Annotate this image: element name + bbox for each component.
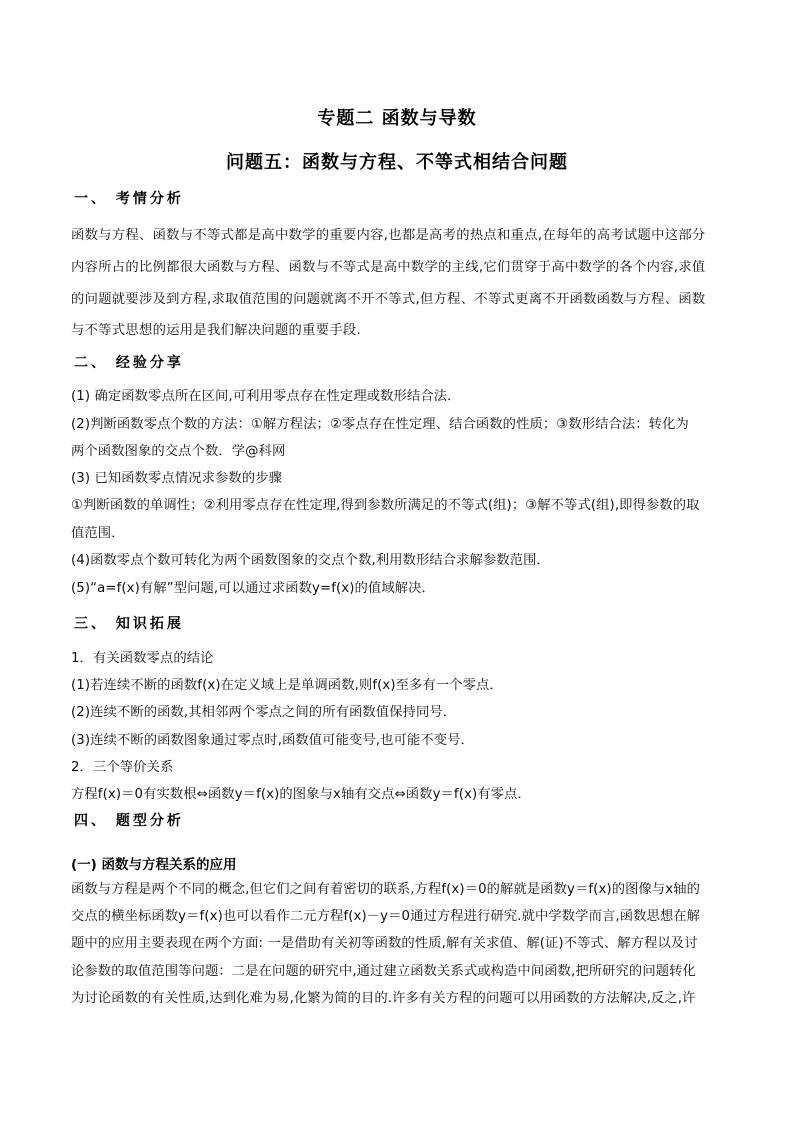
paragraph-line: 2．三个等价关系 [71,760,174,775]
paragraph-line: (2)连续不断的函数,其相邻两个零点之间的所有函数值保持同号． [71,705,457,720]
paragraph-line: 两个函数图象的交点个数．学@科网 [71,444,286,459]
paragraph-line: 1．有关函数零点的结论 [71,651,214,666]
paragraph-line: 方程f(x)＝0有实数根⇔函数y＝f(x)的图象与x轴有交点⇔函数y＝f(x)有零点． [71,787,531,802]
paragraph-line: (1) 确定函数零点所在区间,可利用零点存在性定理或数形结合法． [71,389,461,404]
paragraph-line: 值范围． [71,526,125,541]
paragraph-line: (1)若连续不断的函数f(x)在定义域上是单调函数,则f(x)至多有一个零点． [71,678,503,693]
section-heading-2: 二、 经验分享 [74,355,184,371]
paragraph-line: 的问题就要涉及到方程,求取值范围的问题就离不开不等式,但方程、不等式更离不开函数函数与方程、函数 [71,292,706,307]
paragraph-line: (3)连续不断的函数图象通过零点时,函数值可能变号,也可能不变号． [71,733,474,748]
paragraph-line: (3) 已知函数零点情况求参数的步骤 [71,471,283,486]
subsection-heading: (一) 函数与方程关系的应用 [71,857,237,873]
paragraph-line: ①判断函数的单调性；②利用零点存在性定理,得到参数所满足的不等式(组)；③解不等式(组),即得参数的取 [71,498,700,513]
paragraph-line: 函数与方程、函数与不等式都是高中数学的重要内容,也都是高考的热点和重点,在每年的高考试题中这部分 [71,228,706,243]
paragraph-line: 与不等式思想的运用是我们解决问题的重要手段. [71,323,362,338]
paragraph-line: 交点的横坐标函数y＝f(x)也可以看作二元方程f(x)－y＝0通过方程进行研究.就中学数学而言,函数思想在解 [71,909,701,924]
section-heading-4: 四、 题型分析 [74,813,184,829]
paragraph-line: 为讨论函数的有关性质,达到化难为易,化繁为简的目的.许多有关方程的问题可以用函数的方法解决,反之,许 [71,991,696,1006]
main-title: 专题二 函数与导数 [317,108,477,129]
paragraph-line: (2)判断函数零点个数的方法：①解方程法；②零点存在性定理、结合函数的性质；③数形结合法：转化为 [71,417,689,432]
paragraph-line: 函数与方程是两个不同的概念,但它们之间有着密切的联系,方程f(x)＝0的解就是函数y＝f(x)的图像与x轴的 [71,882,701,897]
sub-title: 问题五：函数与方程、不等式相结合问题 [226,152,568,173]
paragraph-line: 论参数的取值范围等问题：二是在问题的研究中,通过建立函数关系式或构造中间函数,把所研究的问题转化 [71,964,696,979]
paragraph-line: 题中的应用主要表现在两个方面: 一是借助有关初等函数的性质,解有关求值、解(证)不等式、解方程以及讨 [71,936,698,951]
section-heading-3: 三、 知识拓展 [74,616,184,632]
section-heading-1: 一、 考情分析 [74,191,184,207]
paragraph-line: (5)“a=f(x)有解”型问题,可以通过求函数y=f(x)的值域解决． [71,581,435,596]
paragraph-line: 内容所占的比例都很大函数与方程、函数与不等式是高中数学的主线,它们贯穿于高中数学的各个内容,求值 [71,260,706,275]
paragraph-line: (4)函数零点个数可转化为两个函数图象的交点个数,利用数形结合求解参数范围． [71,553,550,568]
